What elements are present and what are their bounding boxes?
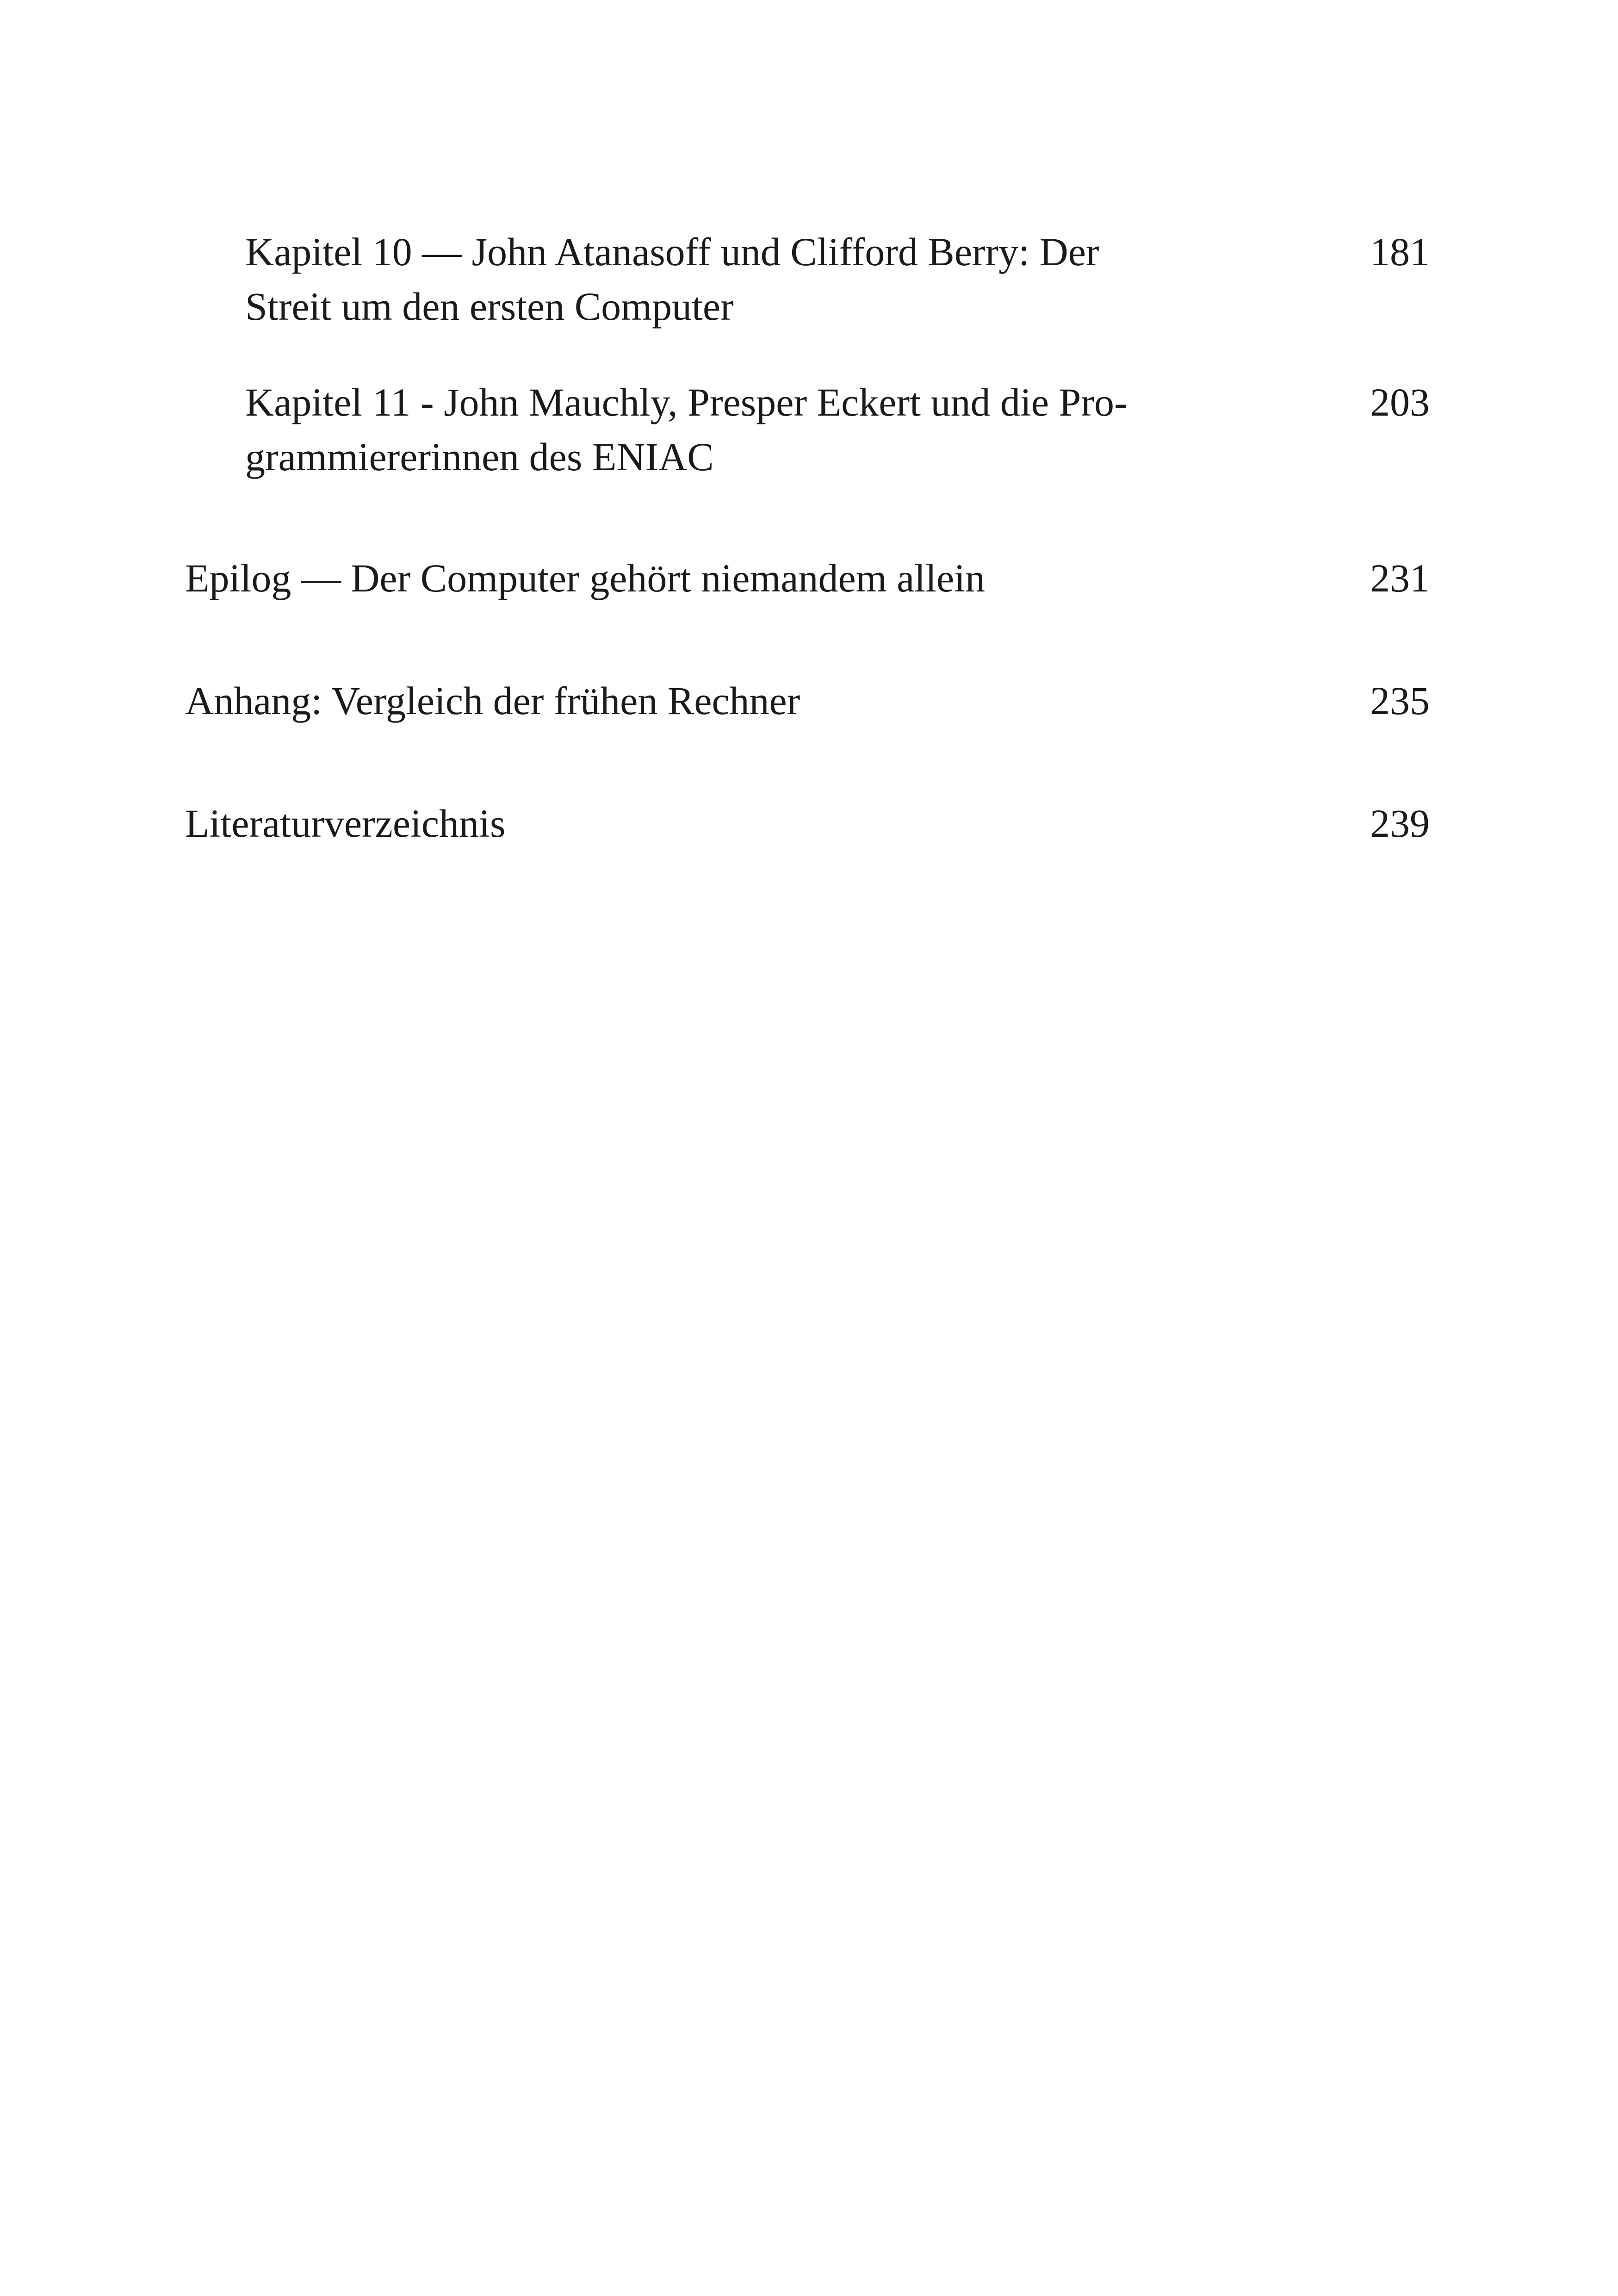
toc-entry-chapter-10 [245, 224, 1430, 336]
toc-entry-appendix [185, 673, 1430, 734]
toc-entry-page-number: 181 [1370, 230, 1430, 274]
toc-entry-title: Literaturverzeichnis [185, 801, 506, 846]
toc-entry-page-number: 203 [1370, 380, 1430, 424]
toc-entry-bibliography [185, 796, 1430, 856]
toc-entry-chapter-11 [245, 375, 1430, 486]
toc-entry-epilog [185, 551, 1430, 611]
toc-entry-title: Kapitel 11 - John Mauchly, Presper Eckert und die Pro- grammiererinnen des ENIAC [245, 380, 1128, 479]
toc-entry-title: Kapitel 10 — John Atanasoff und Clifford Berry: Der Streit um den ersten Computer [245, 230, 1099, 329]
toc-entry-page-number: 239 [1370, 801, 1430, 846]
toc-entry-title: Epilog — Der Computer gehört niemandem allein [185, 556, 986, 600]
toc-entry-page-number: 235 [1370, 678, 1430, 723]
toc-entry-title: Anhang: Vergleich der frühen Rechner [185, 678, 800, 723]
toc-entry-page-number: 231 [1370, 556, 1430, 600]
